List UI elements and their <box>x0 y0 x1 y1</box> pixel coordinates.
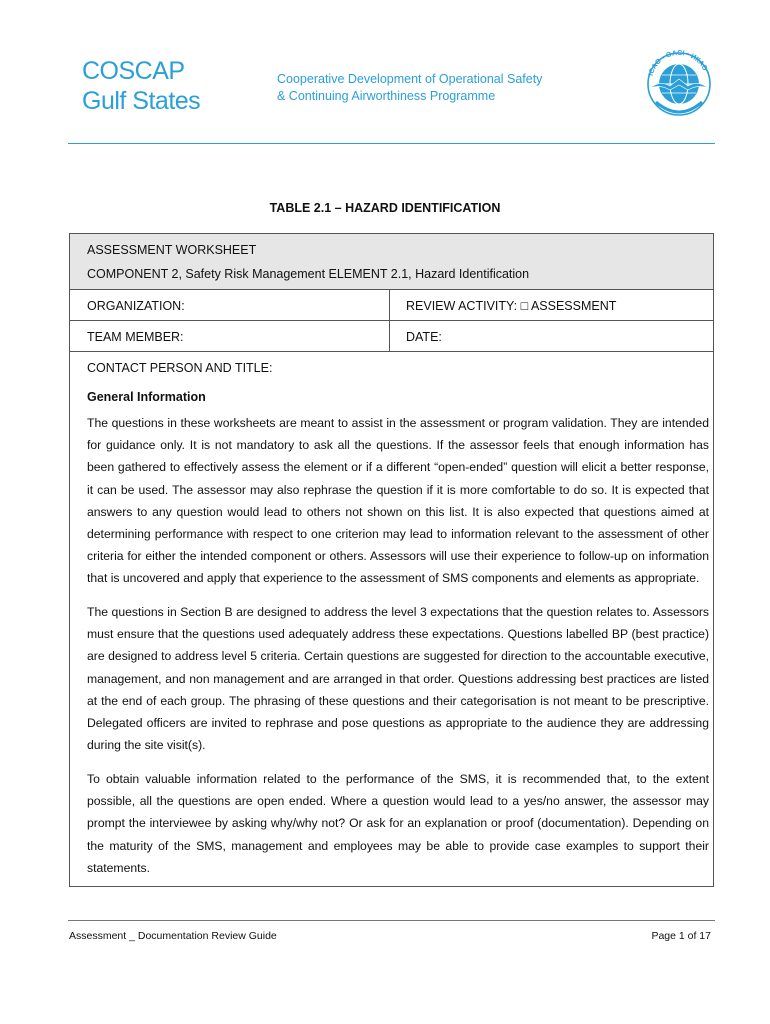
table-title: TABLE 2.1 – HAZARD IDENTIFICATION <box>269 201 501 215</box>
assessment-worksheet <box>69 233 714 887</box>
header-divider <box>68 143 715 144</box>
worksheet-component: COMPONENT 2, Safety Risk Management ELEMENT 2.1, Hazard Identification <box>87 267 530 281</box>
team-member-label: TEAM MEMBER: <box>87 330 184 344</box>
organization-label: ORGANIZATION: <box>87 299 185 313</box>
guidance-paragraph-3: To obtain valuable information related to the performance of the SMS, it is recommended that, to the extent possible, all the questions are open ended. Where a question would lead to a yes/no answer, the assessor may prompt the interviewee by asking why/why not? Or ask for an explanation or proof (documentation). Depending on the maturity of the SMS, management and employees may be able to provide case examples to support their statements. <box>87 772 709 875</box>
logo-arc-text: ICAO • OACI • ИКАО <box>647 49 709 77</box>
programme-tagline <box>277 71 542 105</box>
column-divider <box>389 290 390 352</box>
tagline-line-1: Cooperative Development of Operational Safety <box>277 72 543 86</box>
contact-person-row <box>70 352 713 383</box>
team-member-row <box>70 321 713 352</box>
brand-line-1: COSCAP <box>82 57 185 85</box>
date-label: DATE: <box>406 330 442 344</box>
review-activity-label: REVIEW ACTIVITY: □ ASSESSMENT <box>406 299 617 313</box>
icao-emblem-icon <box>640 38 718 124</box>
organization-row <box>70 290 713 321</box>
footer-divider <box>68 920 715 921</box>
guidance-paragraph-1: The questions in these worksheets are meant to assist in the assessment or program validation. They are intended for guidance only. It is not mandatory to ask all the questions. If the assessor feels that enough information has been gathered to effectively assess the element or if a different “open-ended” question will elicit a better response, it can be used. The assessor may also rephrase the question if it is more comfortable to do so. It is expected that answers to any question would lead to others not shown on this list. It is also expected that questions aimed at determining performance with respect to one criterion may lead to information relevant to the assessment of other criteria for either the intended component or others. Assessors will use their experience to follow-up on information that is uncovered and apply that experience to the assessment of SMS components and elements as appropriate. <box>87 416 709 586</box>
guidance-paragraph-2: The questions in Section B are designed to address the level 3 expectations that the question relates to. Assessors must ensure that the questions used adequately address these expectations. Questions labelled BP (best practice) are designed to address level 5 criteria. Certain questions are suggested for direction to the accountable executive, management, and non management and are arranged in that order. Questions addressing best practices are listed at the end of each group. The phrasing of these questions and their categorisation is not meant to be prescriptive. Delegated officers are invited to rephrase and pose questions as appropriate to the audience they are addressing during the site visit(s). <box>87 605 709 753</box>
tagline-line-2: & Continuing Airworthiness Programme <box>277 89 496 103</box>
brand-name <box>82 56 200 116</box>
worksheet-heading: ASSESSMENT WORKSHEET <box>87 243 257 257</box>
footer-page-number: Page 1 of 17 <box>651 930 711 942</box>
icao-logo <box>640 38 718 124</box>
brand-line-2: Gulf States <box>82 87 201 115</box>
footer-document-title: Assessment _ Documentation Review Guide <box>69 930 277 942</box>
worksheet-header-row <box>70 234 713 290</box>
contact-person-label: CONTACT PERSON AND TITLE: <box>87 361 273 375</box>
general-information-title: General Information <box>87 390 206 404</box>
